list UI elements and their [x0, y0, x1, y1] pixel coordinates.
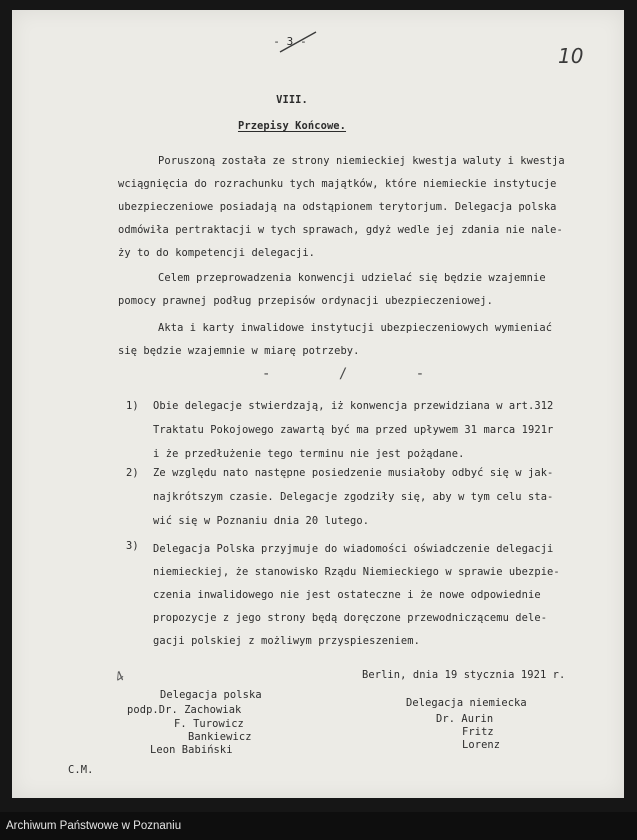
text-line: pomocy prawnej podług przepisów ordynacji ubezpieczeniowej.	[118, 295, 493, 307]
signatory: Fritz	[462, 726, 494, 738]
text-line: propozycje z jego strony będą doręczone przewodniczącemu dele-	[153, 612, 548, 624]
text-line: odmówiła pertraktacji w tych sprawach, gdyż wedle jej zdania nie nale-	[118, 224, 563, 236]
text-line: Obie delegacje stwierdzają, iż konwencja przewidziana w art.312	[153, 400, 554, 412]
page-number-strike	[276, 28, 320, 56]
text-line: najkrótszym czasie. Delegacje zgodziły się, aby w tym celu sta-	[153, 491, 554, 503]
text-line: wciągnięcia do rozrachunku tych majątków, które niemieckie instytucje	[118, 178, 557, 190]
text-line: Akta i karty inwalidowe instytucji ubezpieczeniowych wymieniać	[158, 322, 553, 334]
text-line: ży to do kompetencji delegacji.	[118, 247, 316, 259]
text-line: i że przedłużenie tego terminu nie jest pożądane.	[153, 448, 465, 460]
signatory: podp.Dr. Zachowiak	[127, 704, 242, 716]
text-line: niemieckiej, że stanowisko Rządu Niemieckiego w sprawie ubezpie-	[153, 566, 560, 578]
text-line: ubezpieczeniowe posiadają na odstąpionem terytorjum. Delegacja polska	[118, 201, 557, 213]
section-title: Przepisy Końcowe.	[237, 120, 347, 132]
handwritten-mark: 4	[112, 668, 128, 687]
signatory: F. Turowicz	[174, 718, 244, 730]
item-label: 2)	[126, 467, 139, 479]
text-line: Ze względu nato następne posiedzenie musiałoby odbyć się w jak-	[153, 467, 554, 479]
text-line: Poruszoną została ze strony niemieckiej kwestja waluty i kwestja	[158, 155, 565, 167]
delegation-title: Delegacja niemiecka	[406, 697, 527, 709]
signatory: Leon Babiński	[150, 744, 233, 756]
signatory: Dr. Aurin	[436, 713, 494, 725]
handwritten-page-number: 10	[558, 44, 584, 68]
initials: C.M.	[68, 764, 94, 776]
signatory: Lorenz	[462, 739, 501, 751]
text-line: gacji polskiej z możliwym przyspieszeniem.	[153, 635, 420, 647]
text-line: Delegacja Polska przyjmuje do wiadomości oświadczenie delegacji	[153, 543, 554, 555]
item-label: 3)	[126, 540, 139, 552]
date-line: Berlin, dnia 19 stycznia 1921 r.	[362, 669, 566, 681]
page-number: - 3 -	[273, 35, 307, 48]
delegation-title: Delegacja polska	[160, 689, 262, 701]
text-line: czenia inwalidowego nie jest ostateczne i że nowe odpowiednie	[153, 589, 541, 601]
text-line: się będzie wzajemnie w miarę potrzeby.	[118, 345, 360, 357]
item-label: 1)	[126, 400, 139, 412]
signatory: Bankiewicz	[188, 731, 252, 743]
section-separator: - / -	[262, 366, 455, 382]
text-line: wić się w Poznaniu dnia 20 lutego.	[153, 515, 370, 527]
archive-footer	[0, 812, 637, 840]
archive-label: Archiwum Państwowe w Poznaniu	[6, 820, 182, 832]
text-line: Traktatu Pokojowego zawartą być ma przed upływem 31 marca 1921r	[153, 424, 554, 436]
section-number: VIII.	[276, 94, 308, 106]
text-line: Celem przeprowadzenia konwencji udzielać się będzie wzajemnie	[158, 272, 546, 284]
